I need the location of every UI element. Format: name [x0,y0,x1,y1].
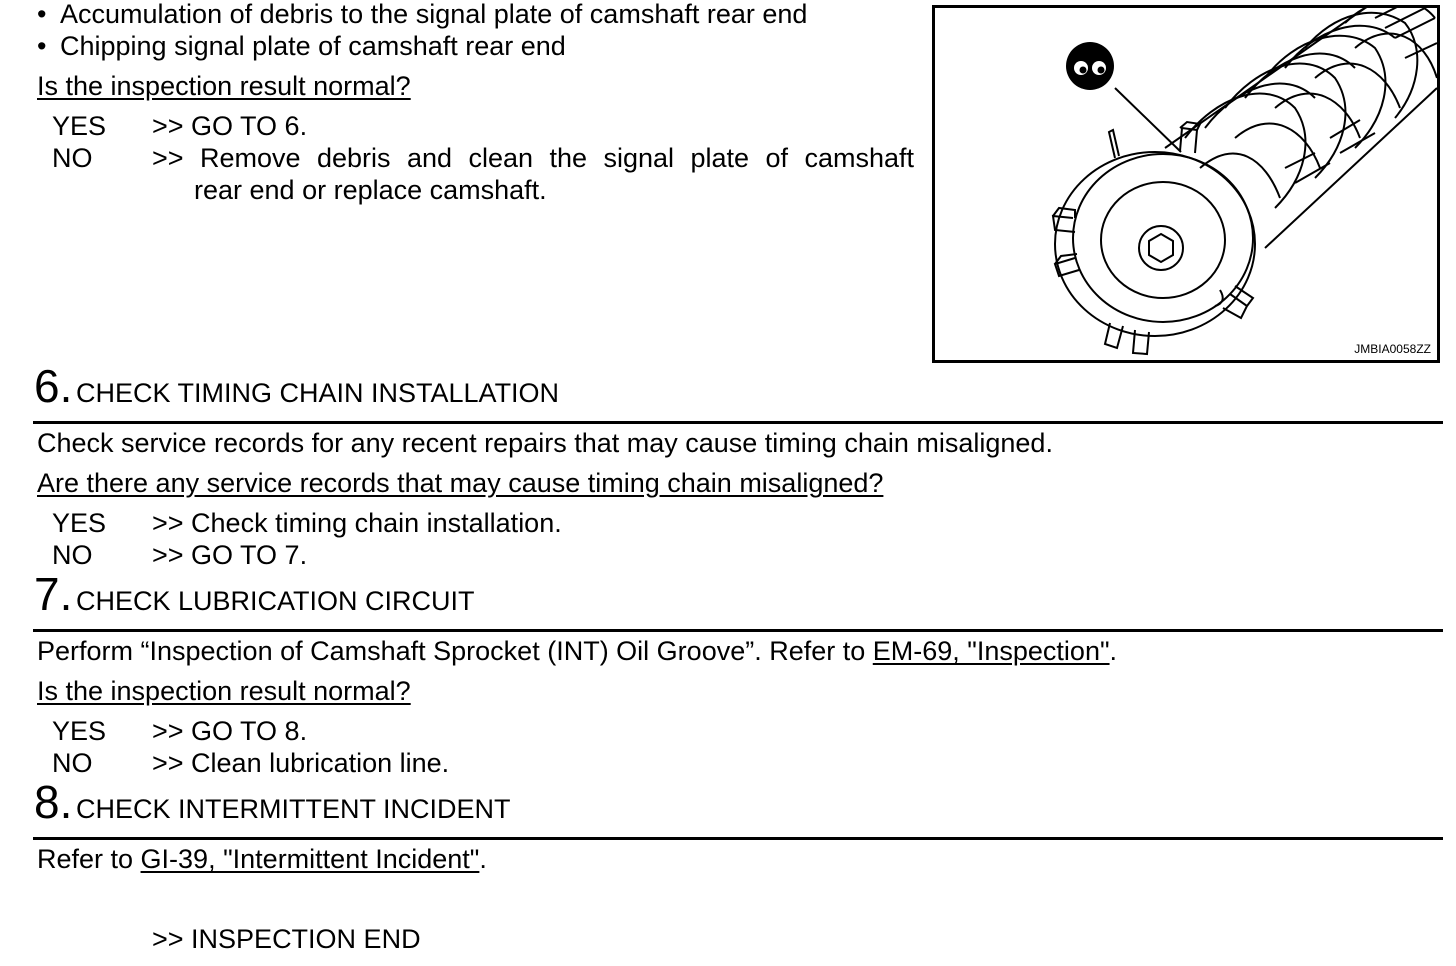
no-action-continued: rear end or replace camshaft. [194,175,547,205]
bullet-mark: • [37,31,47,61]
intro-question: Is the inspection result normal? [37,71,411,101]
step-question: Is the inspection result normal? [37,676,411,706]
yes-label: YES [52,508,107,538]
inspection-eyes-icon [1066,42,1114,90]
step-number: 6. [34,360,73,412]
yes-action: >> GO TO 6. [152,111,308,141]
step-question: Are there any service records that may cause timing chain misaligned? [37,468,884,498]
no-action: >> Clean lubrication line. [152,748,450,778]
yes-label: YES [52,716,107,746]
no-label: NO [52,143,93,173]
section-divider [33,421,1443,424]
section-divider [33,837,1443,840]
step-body: Perform “Inspection of Camshaft Sprocket (INT) Oil Groove”. Refer to EM-69, "Inspection". [37,636,1118,666]
step-title: CHECK TIMING CHAIN INSTALLATION [76,378,560,408]
figure-code: JMBIA0058ZZ [1354,342,1431,356]
step-number: 7. [34,568,73,620]
step-body: Check service records for any recent repairs that may cause timing chain misaligned. [37,428,1053,458]
bullet-item: Chipping signal plate of camshaft rear end [60,31,566,61]
camshaft-illustration [935,8,1437,360]
reference-link-em69[interactable]: EM-69, "Inspection" [872,636,1110,666]
step-title: CHECK LUBRICATION CIRCUIT [76,586,475,616]
reference-link-gi39[interactable]: GI-39, "Intermittent Incident" [140,844,480,874]
bullet-item: Accumulation of debris to the signal plate of camshaft rear end [60,0,808,29]
step-title: CHECK INTERMITTENT INCIDENT [76,794,511,824]
no-label: NO [52,748,93,778]
step-body: Refer to GI-39, "Intermittent Incident". [37,844,487,874]
yes-action: >> GO TO 8. [152,716,308,746]
inspection-end: >> INSPECTION END [152,924,421,954]
no-action: >> GO TO 7. [152,540,308,570]
camshaft-figure [932,5,1440,363]
no-action: >> Remove debris and clean the signal plate of camshaft [152,143,914,173]
bullet-mark: • [37,0,47,29]
yes-action: >> Check timing chain installation. [152,508,562,538]
section-divider [33,629,1443,632]
no-label: NO [52,540,93,570]
yes-label: YES [52,111,107,141]
step-number: 8. [34,776,73,828]
